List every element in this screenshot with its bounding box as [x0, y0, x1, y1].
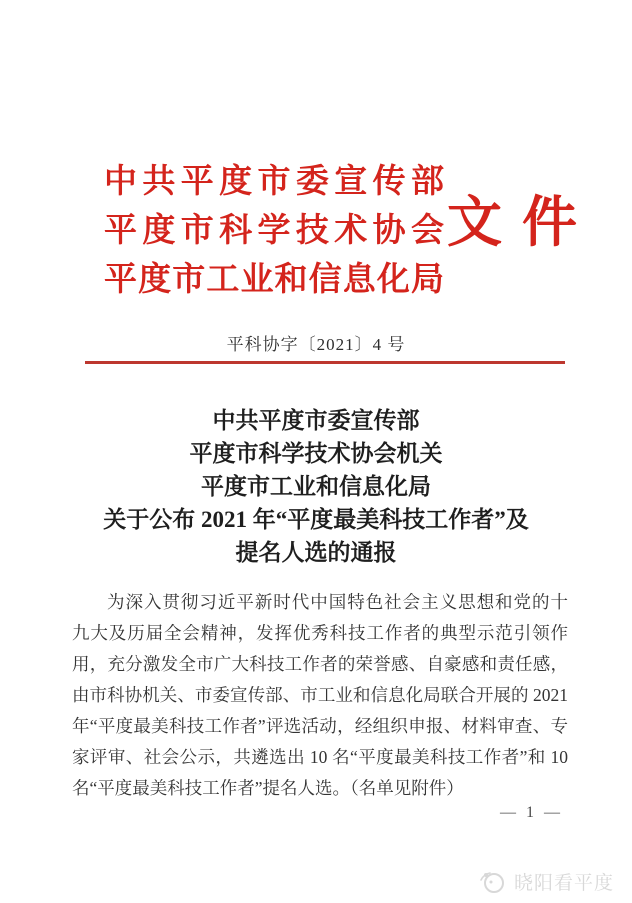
title-line-3: 平度市工业和信息化局 [201, 474, 431, 499]
watermark [478, 866, 614, 896]
sun-face-logo-icon [478, 866, 508, 896]
title-line-5: 提名人选的通报 [235, 540, 397, 565]
letterhead-agency-2: 平度市科学技术协会 [104, 213, 444, 249]
body-line: 由市科协机关、市委宣传部、市工业和信息化局联合开展的 2021 [72, 685, 568, 705]
letterhead [104, 158, 444, 305]
watermark-text: 晓阳看平度 [513, 872, 614, 894]
body-line: 九大及历届全会精神，发挥优秀科技工作者的典型示范引领作 [72, 623, 568, 643]
body-line: 年“平度最美科技工作者”评选活动，经组织申报、材料审查、专 [72, 716, 568, 736]
body-paragraph [72, 587, 568, 804]
document-title [0, 404, 632, 569]
letterhead-doc-type: 文件 [447, 192, 598, 253]
body-line: 家评审、社会公示，共遴选出 10 名“平度最美科技工作者”和 10 [72, 747, 568, 767]
body-line: 用，充分激发全市广大科技工作者的荣誉感、自豪感和责任感， [72, 654, 568, 674]
letterhead-agency-3: 平度市工业和信息化局 [104, 262, 444, 298]
body-line: 为深入贯彻习近平新时代中国特色社会主义思想和党的十 [107, 592, 568, 612]
document-number: 平科协字〔2021〕4 号 [226, 335, 406, 354]
body-line: 名“平度最美科技工作者”提名人选。（名单见附件） [72, 778, 464, 798]
page-number: — 1 — [500, 804, 563, 821]
title-line-2: 平度市科学技术协会机关 [189, 441, 443, 466]
title-line-1: 中共平度市委宣传部 [212, 408, 420, 433]
title-line-4: 关于公布 2021 年“平度最美科技工作者”及 [103, 507, 529, 532]
header-divider-line [85, 361, 565, 364]
letterhead-agency-1: 中共平度市委宣传部 [104, 164, 444, 200]
